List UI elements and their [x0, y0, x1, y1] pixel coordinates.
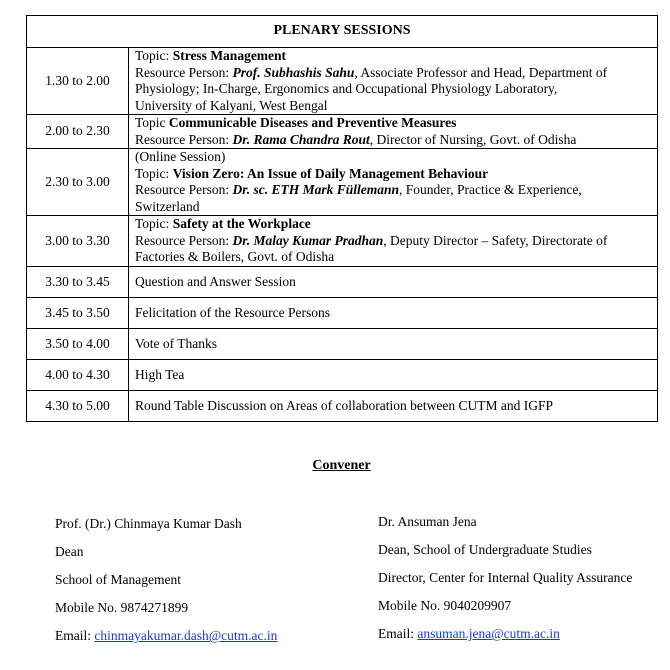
contact-designation: Dean, School of Undergraduate Studies	[378, 542, 592, 557]
contact-designation: Dean	[55, 544, 84, 559]
plenary-sessions-table	[26, 15, 658, 422]
table-header: PLENARY SESSIONS	[27, 16, 658, 48]
session-note: (Online Session)	[135, 149, 226, 164]
table-row	[27, 329, 658, 360]
table-row	[27, 298, 658, 329]
table-row	[27, 391, 658, 422]
contact-mobile: Mobile No. 9874271899	[55, 600, 189, 615]
session-time: 1.30 to 2.00	[27, 48, 129, 115]
resource-person: Prof. Subhashis Sahu	[232, 64, 355, 80]
session-detail: Question and Answer Session	[129, 267, 658, 298]
session-time: 2.00 to 2.30	[27, 115, 129, 149]
convener-heading: Convener	[312, 458, 371, 473]
session-time: 4.00 to 4.30	[27, 360, 129, 391]
contact-department: Director, Center for Internal Quality Assurance	[378, 570, 633, 585]
table-row	[27, 149, 658, 216]
resource-person: Dr. sc. ETH Mark Füllemann	[232, 182, 400, 197]
session-detail: Felicitation of the Resource Persons	[129, 298, 658, 329]
contact-name: Dr. Ansuman Jena	[378, 514, 477, 529]
session-time: 2.30 to 3.00	[27, 149, 129, 216]
session-detail: Topic: Stress Management Resource Person: Prof. Subhashis Sahu, Associate Professor and Head, Department of Physiology; In-Charge, Ergonomics and Occupational Physiology Laboratory, University of Kalyani, West Bengal	[129, 48, 658, 115]
session-detail: (Online Session) Topic: Vision Zero: An Issue of Daily Management Behaviour Resource Person: Dr. sc. ETH Mark Füllemann, Founder, Practice & Experience, Switzerland	[129, 149, 658, 216]
email-link[interactable]: chinmayakumar.dash@cutm.ac.in	[94, 628, 278, 643]
session-time: 3.00 to 3.30	[27, 216, 129, 267]
table-row	[27, 48, 658, 115]
contact-email-line: Email: chinmayakumar.dash@cutm.ac.in	[55, 628, 278, 643]
session-detail: High Tea	[129, 360, 658, 391]
session-topic: Safety at the Workplace	[172, 216, 311, 232]
table-row	[27, 115, 658, 149]
contact-department: School of Management	[55, 572, 181, 587]
session-topic: Communicable Diseases and Preventive Measures	[168, 115, 457, 130]
session-time: 3.30 to 3.45	[27, 267, 129, 298]
table-row	[27, 360, 658, 391]
session-topic: Vision Zero: An Issue of Daily Management Behaviour	[172, 165, 489, 181]
email-link[interactable]: ansuman.jena@cutm.ac.in	[417, 626, 560, 641]
table-row	[27, 216, 658, 267]
session-detail: Topic: Safety at the Workplace Resource Person: Dr. Malay Kumar Pradhan, Deputy Director – Safety, Directorate of Factories & Boilers, Govt. of Odisha	[129, 216, 658, 267]
session-detail: Vote of Thanks	[129, 329, 658, 360]
resource-person: Dr. Malay Kumar Pradhan	[232, 232, 384, 248]
session-time: 4.30 to 5.00	[27, 391, 129, 422]
contact-mobile: Mobile No. 9040209907	[378, 598, 512, 613]
table-row	[27, 267, 658, 298]
session-time: 3.45 to 3.50	[27, 298, 129, 329]
resource-person: Dr. Rama Chandra Rout	[232, 131, 370, 147]
contact-email-line: Email: ansuman.jena@cutm.ac.in	[378, 626, 560, 641]
session-detail: Topic Communicable Diseases and Preventive Measures Resource Person: Dr. Rama Chandra Rout, Director of Nursing, Govt. of Odisha	[129, 115, 658, 149]
session-topic: Stress Management	[172, 48, 287, 63]
session-detail: Round Table Discussion on Areas of collaboration between CUTM and IGFP	[129, 391, 658, 422]
contact-name: Prof. (Dr.) Chinmaya Kumar Dash	[55, 516, 242, 531]
session-time: 3.50 to 4.00	[27, 329, 129, 360]
